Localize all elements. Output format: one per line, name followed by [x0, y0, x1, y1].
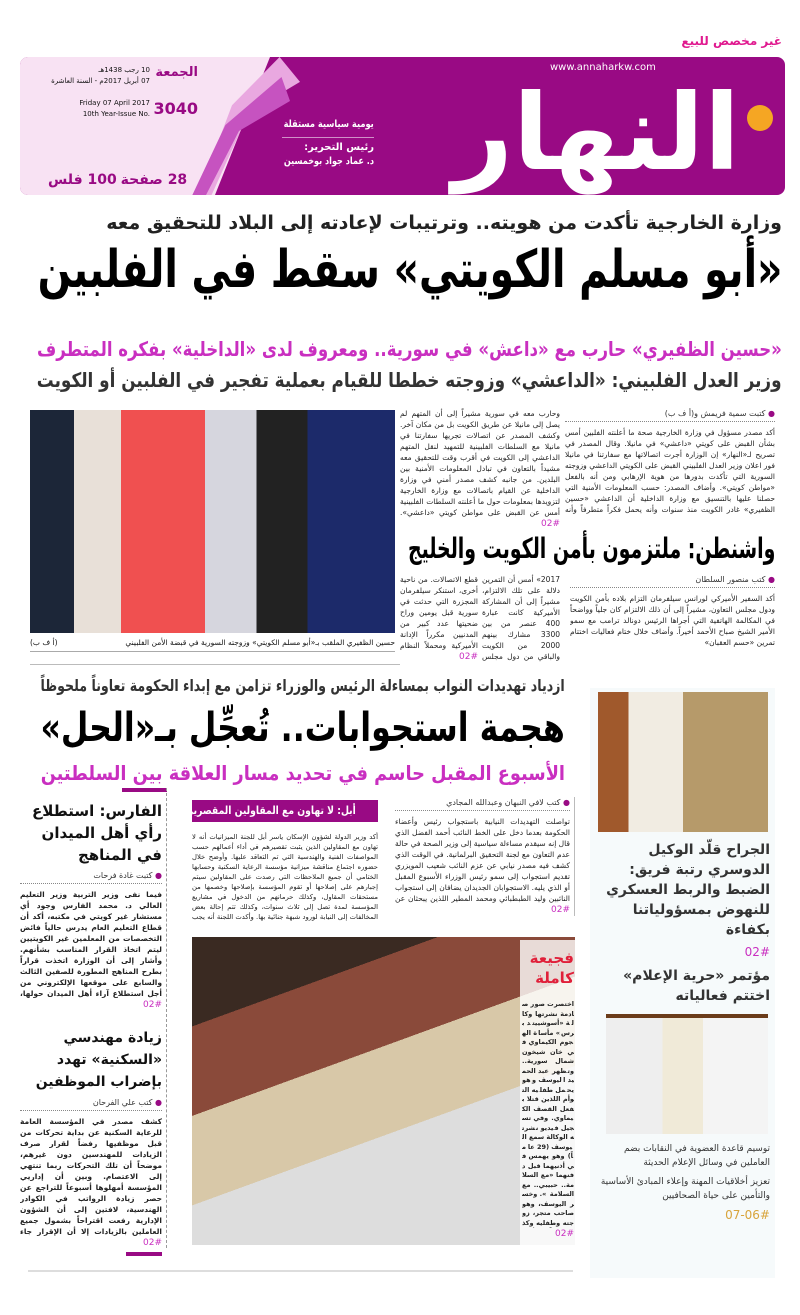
continue-link[interactable]: 02#: [551, 905, 570, 915]
continue-link[interactable]: 02#: [541, 519, 560, 529]
jarrah-photo: [598, 692, 768, 832]
conference-headline: مؤتمر «حرية الإعلام» اختتم فعالياته: [623, 968, 770, 1004]
faris-headline: الفارس: استطلاع رأي أهل الميدان في المناهج: [31, 802, 162, 864]
continue-link[interactable]: 07-06#: [725, 1208, 770, 1222]
continue-link[interactable]: 02#: [143, 1238, 162, 1248]
lead-kicker: وزارة الخارجية تأكدت من هويته.. وترتيبات لإعادته إلى البلاد للتحقيق معه: [106, 212, 782, 234]
left-column: [20, 800, 162, 1256]
photo-caption: حسين الظفيري الملقب بـ«أبو مسلم الكويتي» وزوجته السورية في قبضة الأمن الفلبيني (أ ف ب): [30, 638, 395, 652]
conference-point-2: تعزيز أخلاقيات المهنة وإعلاء المبادئ الأساسية والتأمين على حياة الصحافيين: [600, 1177, 770, 1201]
lead-sub-pink: «حسين الظفيري» حارب مع «داعش» في سورية.. ومعروف لدى «الداخلية» بفكره المتطرف: [37, 337, 782, 361]
engineers-headline: زيادة مهندسي «السكنية» تهدد بإضراب الموظفين: [35, 1030, 162, 1090]
lead-article-col1: ● كتبت سمية فريمش و(أ ف ب) أكد مصدر مسؤول في وزارة الخارجية صحة ما أعلنته الفلبين أمس بشأن القبض على كويتي «داعشي» في مانيلا. وقال المصدر في تصريح لـ«النهار» إن الوزارة أجرت اتصالاتها مع سفارتنا في مانيلا فور اعلان وزير العدل الفلبيني القبض على الكويتي الداعشي وزوجته السورية التي تأكدت بدورها من هوية الإرهابي ومن أنه بالفعل «مواطن كويتي». وأضاف المصدر: حسب المعلومات الأمنية التي حصلنا عليها بالتنسيق مع وزارة الداخلية أن الداعشي «حسين الظفيري» غادر الكويت منذ سنوات وأنه يحمل فكراً متطرفاً وأنه: [565, 408, 775, 515]
engineers-article: ● كتب علي الفرحان كشف مصدر في المؤسسة العامة للرعاية السكنية عن بداية تحركات من قبل موظفيها رفضاً لقرار صرف الزيادات للمهندسين دون غيرهم، موضحاً أن تلك التحركات ربما تنتهي إلى الاعتصام. وبين أن إداريي المؤسسة أمهلوها أسبوعاً للتراجع عن حصر زيادة الرواتب في الكوادر الهندسية، لافتين إلى أن الشؤون الإدارية رفعت اقتراحاً بشمول جميع العاملين بالزيادات إلا أن الإقرار جاء 02#: [20, 1097, 162, 1249]
not-for-sale-label: غير مخصص للبيع: [681, 34, 782, 48]
arrest-photo: [30, 410, 395, 633]
washington-col3: قطع الاتصالات. من ناحية أخرى، استنكر سيلفرمان المجزرة التي حدثت في سورية قبل يومين وراح ضحيتها عدد كبير من المدنيين مكرراً الإدانة الأميركية ومحملاً النظام 02#: [400, 575, 478, 662]
lead-sub: وزير العدل الفلبيني: «الداعشي» وزوجته خططا للقيام بعملية تفجير في الفلبين أو الكويت: [37, 368, 782, 392]
sidebar-stack: [598, 840, 770, 1223]
continue-link[interactable]: 02#: [555, 1229, 574, 1239]
faris-article: ● كتبت غادة فرحات فيما نفى وزير التربية وزير التعليم العالي د. محمد الفارس وجود أي مستشار غير كويتي في مكتبه، أكد أن قطاع التعليم العام يدرس حالياً فائض التخصصات من المعلمين غير الكويتيين ليتم اتخاذ القرار المناسب بشأنهم. وأشار إلى أن الوزارة اتخذت قراراً بطرح المناهج المطورة للصفين الثالث والسابع على موقعها الإلكتروني من أجل استطلاع آراء أهل الميدان حولها، 02#: [20, 870, 162, 1011]
washington-col2: 2017» أمس أن التمرين دلالة على تلك الالتزام، مشيراً إلى أن المشاركة الأميركية كانت عبارة 400 عنصر من بين 3300 مشارك بينهم 2000 من الكويت والباقي من دول مجلس: [482, 575, 560, 661]
interp-article: ● كتب لافي النبهان وعبدالله المجادي تواصلت التهديدات النيابية باستجواب رئيس وأعضاء الحكومة بعدما دخل على الخط النائب أحمد الفضل الذي قال إنه سيقدم مساءلة سياسية إلى وزير الصحة في حالة عدم التعاون مع لجنة التحقيق البرلمانية. في الوقت الذي كشف فيه مصدر نيابي عن عزم النائب شعيب المويزري تقديم استجواب إلى سمو رئيس الوزراء الأسبوع المقبل أو الذي يليه. الاستجوابان الجديدان يضافان إلى استجواب النائبين وليد الطبطبائي ومحمد المطير اللذين يبحثان عن 02#: [395, 797, 575, 916]
price: 28 صفحة 100 فلس: [48, 172, 188, 188]
interp-headline: هجمة استجوابات.. تُعجِّل بـ«الحل»: [40, 705, 565, 751]
conference-point-1: توسيم قاعدة العضوية في النقابات بضم العاملين في وسائل الإعلام الحديثة: [623, 1144, 770, 1168]
continue-link[interactable]: 02#: [459, 652, 478, 662]
interp-sub-pink: الأسبوع المقبل حاسم في تحديد مسار العلاقة بين السلطتين: [40, 761, 565, 785]
continue-link[interactable]: 02#: [143, 1000, 162, 1010]
washington-headline: واشنطن: ملتزمون بأمن الكويت والخليج: [407, 532, 775, 565]
lead-headline: «أبو مسلم الكويتي» سقط في الفلبين: [37, 240, 782, 300]
lead-article-col2: وحارب معه في سورية مشيراً إلى أن المتهم لم يصل إلى مانيلا عن طريق الكويت بل من مكان آخر. وكشف المصدر عن اتصالات تجريها سفارتنا في مانيلا مع السلطات الفلبينية للتمهيد لنقل المتهم الداعشي إلى الكويت في أقرب وقت للتحقيق معه مشيداً بالتعاون في تبادل المعلومات الأمنية بين البلدين. من جانبه كشف مصدر أمني في وزارة الداخلية عن القيام باتصالات مع وزارة الخارجية لتزويدها بمعلومات حول ما أعلنته السلطات الفلبينية أمس عن القبض على مواطن كويتي «داعشي». 02#: [400, 409, 560, 529]
issue-date: الجمعة 10 رجب 1438هـ 07 أبريل 2017م - السنة العاشرة 3040 Friday 07 April 2017 10th Year-Issue No.: [51, 65, 198, 118]
website-link[interactable]: www.annaharkw.com: [550, 62, 656, 73]
conference-photo: [606, 1014, 768, 1134]
abel-text: أكد وزير الدولة لشؤون الإسكان ياسر أبل للجنة الميزانيات أنه لا تهاون مع المقاولين الذين يثبت تقصيرهم في أداء أعمالهم حسب المواصفات الفنية والهندسية التي تم التعاقد عليها. وأوضح خلال حضوره اجتماع مناقشة ميزانية مؤسسة الرعاية السكنية وحسابها الختامي أن جميع الملاحظات التي رصدت على المقاولين سيتم إجبارهم على إصلاحها أو تقوم المؤسسة بإصلاحها وخصمها من مستحقات المقاول، وكذلك حرمانهم من الدخول في مشاريع المؤسسة لمدة تصل إلى ثلاث سنوات، وكذلك تتم إحالة بعض المخالفات إلى النيابة لورود شبهة جنائية بها. وأكدت اللجنة أنه يجب: [192, 833, 378, 921]
interp-kicker: ازدياد تهديدات النواب بمساءلة الرئيس والوزراء تزامن مع إبداء الحكومة تعاوناً ملحوظاً: [40, 676, 565, 695]
newspaper-logo: النهار: [452, 72, 740, 194]
tragedy-photo: [192, 937, 575, 1245]
tragedy-article: اختصرت صور صادمة نشرتها وكالة «أسوشييتد برس» مأساة الهجوم الكيماوي في خان شيخون شمال سورية.. وتظهر عبد الحميد اليوسف وهو يحمل طفليه التوأم اللذين قتلا بفعل القصف الكيماوي. وفي تسجيل فيديو نشرته الوكالة سمع اليوسف (29 عاماً) وهو يهمس في أذنيهما قبل دفنهما «مع السلامة.. حبيبي.. مع السلامة». وخسر اليوسف، وهو صاحب متجر، زوجته وطفليه وكذ 02#: [522, 1000, 574, 1239]
masthead-info: يومية سياسية مستقلة رئيس التحرير: د. عماد جواد بوخمسين: [283, 119, 374, 167]
washington-col1: ● كتب منصور السلطان أكد السفير الأميركي لورانس سيلفرمان التزام بلاده بأمن الكويت ودول مجلس التعاون، مشيراً إلى أن ذلك الالتزام كان جلياً وواضحاً في المكالمة الهاتفية التي أجراها الرئيس دونالد ترامب مع سمو الأمير الشيخ صباح الأحمد أخيراً. وأضاف خلال ختام فعاليات اختتام تمرين «حسم العقبان»: [570, 574, 775, 659]
sun-logo-icon: [747, 105, 773, 131]
jarrah-headline: الجراح قلّد الوكيل الدوسري رتبة فريق: الضبط والربط العسكري للنهوض بمسؤولياتنا بكفاءة: [606, 842, 770, 938]
masthead: [20, 57, 785, 195]
tragedy-headline: فجيعة كاملة: [529, 949, 574, 987]
abel-title: أبل: لا تهاون مع المقاولين المقصرين: [185, 804, 356, 817]
continue-link[interactable]: 02#: [744, 945, 770, 959]
